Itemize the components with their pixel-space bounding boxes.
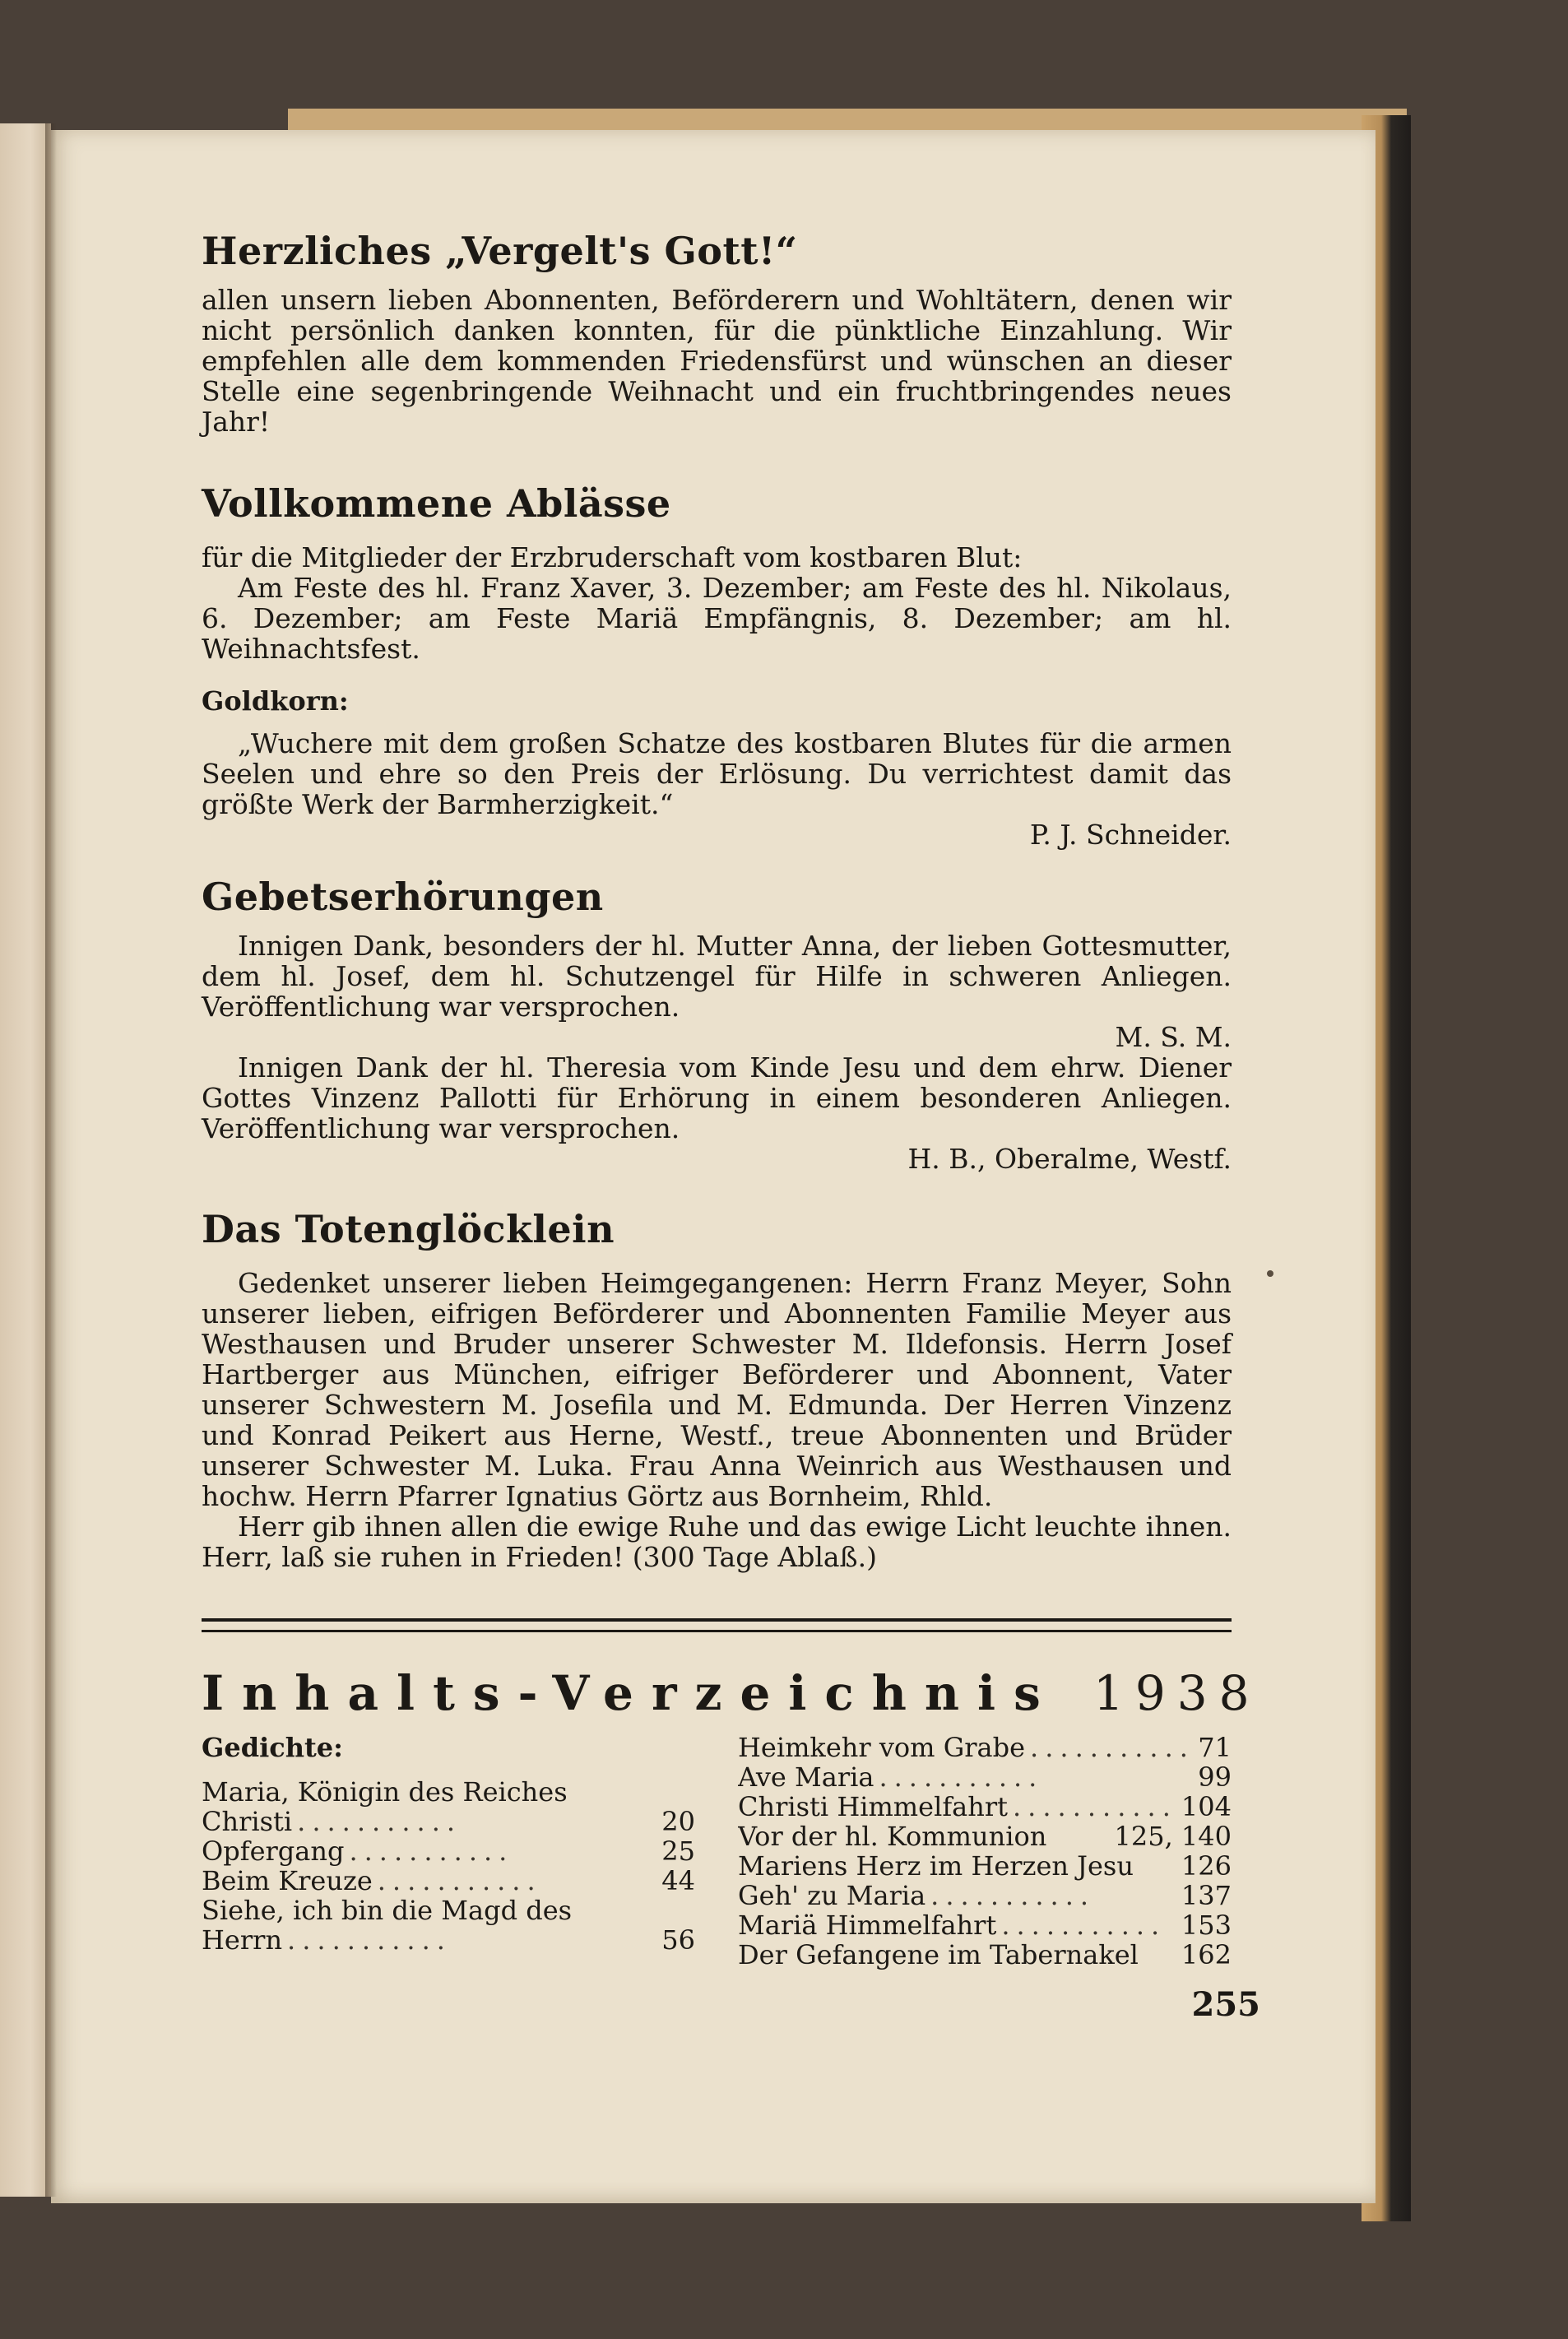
vergelts-text: allen unsern lieben Abonnenten, Beförderern und Wohltätern, denen wir nicht persönlich danken konnten, für die pünktliche Einzahlung. Wir empfehlen alle dem kommenden Friedensfürst und wünschen an dieser Stelle eine segenbringende Weihnacht und ein fruchtbringendes neues Jahr! bbox=[202, 284, 1232, 438]
goldkorn-signature: P. J. Schneider. bbox=[1029, 819, 1232, 851]
ablaesse-text: Am Feste des hl. Franz Xaver, 3. Dezember; am Feste des hl. Nikolaus, 6. Dezember; am Feste Mariä Empfängnis, 8. Dezember; am hl. Weihnachtsfest. bbox=[202, 572, 1232, 665]
page-number: 255 bbox=[1191, 1985, 1260, 2024]
page-content bbox=[202, 229, 1261, 1970]
leader-dots: ........... bbox=[297, 1807, 462, 1836]
toc-entry: Geh' zu Maria ........... 137 bbox=[738, 1881, 1232, 1910]
erhoerung-1-text: Innigen Dank, besonders der hl. Mutter Anna, der lieben Gottesmutter, dem hl. Josef, dem hl. Schutzengel für Hilfe in schweren Anliegen. Veröffentlichung war versprochen. bbox=[202, 930, 1232, 1023]
leader-dots: ........... bbox=[1001, 1910, 1167, 1940]
book-page bbox=[51, 130, 1375, 2203]
leader-dots: ........... bbox=[879, 1762, 1044, 1792]
leader-dots: ........... bbox=[930, 1881, 1096, 1910]
toc-year: 1938 bbox=[1092, 1665, 1261, 1721]
leader-dots: ........... bbox=[1030, 1733, 1195, 1762]
goldkorn-text: „Wuchere mit dem großen Schatze des kostbaren Blutes für die armen Seelen und ehre so den Preis der Erlösung. Du verrichtest damit das größte Werk der Barmherzigkeit.“ bbox=[202, 727, 1232, 820]
toc-title: Inhalts-Verzeichnis bbox=[202, 1665, 1059, 1721]
double-rule bbox=[202, 1618, 1232, 1632]
leader-dots: ........... bbox=[377, 1866, 542, 1896]
toc-entry: Siehe, ich bin die Magd des bbox=[202, 1896, 573, 1925]
toc-sub-gedichte: Gedichte: bbox=[202, 1732, 343, 1763]
toc-columns bbox=[202, 1733, 1232, 1970]
toc-entry: Heimkehr vom Grabe ........... 71 bbox=[738, 1733, 1232, 1762]
toc-entry: Christi Himmelfahrt ........... 104 bbox=[738, 1792, 1232, 1822]
ablaesse-intro: für die Mitglieder der Erzbruderschaft vom kostbaren Blut: bbox=[202, 541, 1023, 573]
erhoerung-2-text: Innigen Dank der hl. Theresia vom Kinde Jesu und dem ehrw. Diener Gottes Vinzenz Pallotti für Erhörung in einem besonderen Anliegen. Veröffentlichung war versprochen. bbox=[202, 1051, 1232, 1144]
toten-prayer: Herr gib ihnen allen die ewige Ruhe und das ewige Licht leuchte ihnen. Herr, laß sie ruhen in Frieden! (300 Tage Ablaß.) bbox=[202, 1511, 1232, 1573]
leader-dots bbox=[1046, 1822, 1114, 1851]
leader-dots bbox=[1139, 1940, 1181, 1970]
spine-shadow bbox=[45, 123, 57, 2197]
toc-entry: Der Gefangene im Tabernakel 162 bbox=[738, 1940, 1232, 1970]
heading-ablaesse: Vollkommene Ablässe bbox=[202, 481, 671, 526]
leader-dots: ........... bbox=[1013, 1792, 1177, 1822]
leader-dots bbox=[1134, 1851, 1181, 1881]
toc-entry: Christi ........... 20 bbox=[202, 1807, 695, 1836]
facing-page-edge bbox=[0, 123, 51, 2197]
toc-entry: Maria, Königin des Reiches bbox=[202, 1777, 568, 1807]
toc-entry: Beim Kreuze ........... 44 bbox=[202, 1866, 695, 1896]
toc-entry: Opfergang ........... 25 bbox=[202, 1836, 695, 1866]
heading-goldkorn: Goldkorn: bbox=[202, 685, 349, 717]
toc-left-column bbox=[202, 1733, 695, 1970]
toten-text: Gedenket unserer lieben Heimgegangenen: Herrn Franz Meyer, Sohn unserer lieben, eifrigen Beförderer und Abonnenten Familie Meyer aus Westhausen und Bruder unserer Schwester M. Ildefonsis. Herrn Josef Hartberger aus München, eifriger Beförderer und Abonnent, Vater unserer Schwestern M. Josefila und M. Edmunda. Der Herren Vinzenz und Konrad Peikert aus Herne, Westf., treue Abonnenten und Brüder unserer Schwester M. Luka. Frau Anna Weinrich aus Westhausen und hochw. Herrn Pfarrer Ignatius Görtz aus Bornheim, Rhld. bbox=[202, 1267, 1232, 1512]
toc-entry: Ave Maria ........... 99 bbox=[738, 1762, 1232, 1792]
toc-right-column bbox=[738, 1733, 1232, 1970]
toc-entry: Mariä Himmelfahrt ........... 153 bbox=[738, 1910, 1232, 1940]
toc-entry: Mariens Herz im Herzen Jesu 126 bbox=[738, 1851, 1232, 1881]
toc-heading bbox=[202, 1665, 1261, 1721]
heading-vergelts-gott: Herzliches „Vergelt's Gott!“ bbox=[202, 229, 798, 273]
leader-dots: ........... bbox=[287, 1925, 452, 1955]
toc-entry: Vor der hl. Kommunion 125, 140 bbox=[738, 1822, 1232, 1851]
heading-totengloecklein: Das Totenglöcklein bbox=[202, 1207, 615, 1251]
erhoerung-1-signature: M. S. M. bbox=[1115, 1021, 1232, 1053]
heading-gebetserhoerungen: Gebetserhörungen bbox=[202, 875, 604, 919]
paper-speck bbox=[1267, 1270, 1273, 1277]
toc-entry: Herrn ........... 56 bbox=[202, 1925, 695, 1955]
leader-dots: ........... bbox=[349, 1836, 514, 1866]
rule-lower bbox=[202, 1630, 1232, 1632]
erhoerung-2-signature: H. B., Oberalme, Westf. bbox=[907, 1143, 1232, 1175]
rule-upper bbox=[202, 1618, 1232, 1622]
